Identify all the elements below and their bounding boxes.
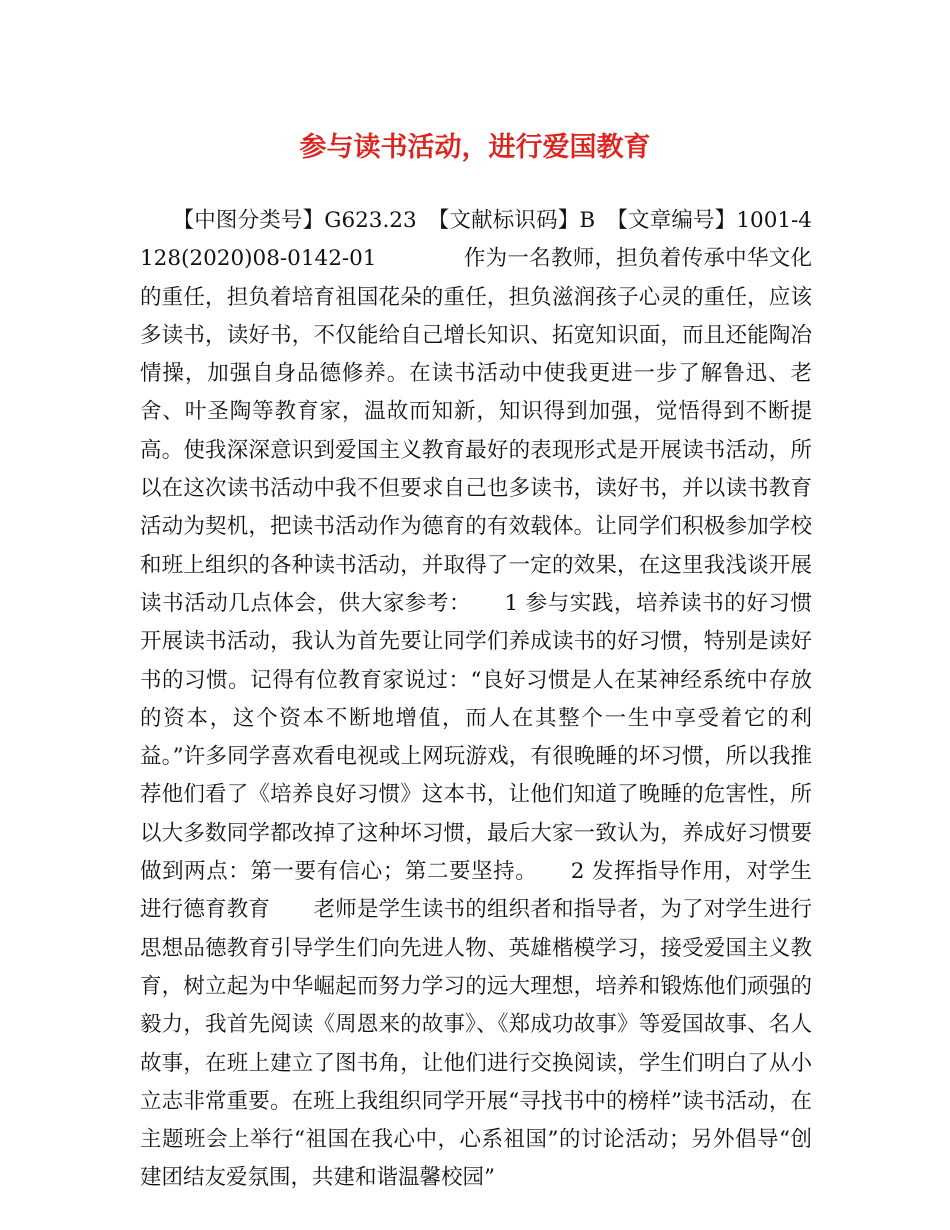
article-title: 参与读书活动，进行爱国教育 bbox=[299, 132, 651, 163]
article-body: 【中图分类号】G623.23 【文献标识码】B 【文章编号】1001-4128(2020)08-0142-01 作为一名教师，担负着传承中华文化的重任，担负着培育祖国花朵的重任，担负滋润孩子心灵的重任，应该多读书，读好书，不仅能给自己增长知识、拓宽知识面，而且还能陶冶情操，加强自身品德修养。在读书活动中使我更进一步了解鲁迅、老舍、叶圣陶等教育家，温故而知新，知识得到加强，觉悟得到不断提高。使我深深意识到爱国主义教育最好的表现形式是开展读书活动，所以在这次读书活动中我不但要求自己也多读书，读好书，并以读书教育活动为契机，把读书活动作为德育的有效载体。让同学们积极参加学校和班上组织的各种读书活动，并取得了一定的效果，在这里我浅谈开展读书活动几点体会，供大家参考： 1 参与实践，培养读书的好习惯 开展读书活动，我认为首先要让同学们养成读书的好习惯，特别是读好书的习惯。记得有位教育家说过：“良好习惯是人在某神经系统中存放的资本，这个资本不断地增值，而人在其整个一生中享受着它的利益。”许多同学喜欢看电视或上网玩游戏，有很晚睡的坏习惯，所以我推荐他们看了《培养良好习惯》这本书，让他们知道了晚睡的危害性，所以大多数同学都改掉了这种坏习惯，最后大家一致认为，养成好习惯要做到两点：第一要有信心；第二要坚持。 2 发挥指导作用，对学生进行德育教育 老师是学生读书的组织者和指导者，为了对学生进行思想品德教育引导学生们向先进人物、英雄楷模学习，接受爱国主义教育，树立起为中华崛起而努力学习的远大理想，培养和锻炼他们顽强的毅力，我首先阅读《周恩来的故事》、《郑成功故事》等爱国故事、名人故事，在班上建立了图书角，让他们进行交换阅读，学生们明白了从小立志非常重要。在班上我组织同学开展“寻找书中的榜样”读书活动，在主题班会上举行“祖国在我心中，心系祖国”的讨论活动；另外倡导“创建团结友爱氛围，共建和谐温馨校园” bbox=[140, 208, 856, 1191]
